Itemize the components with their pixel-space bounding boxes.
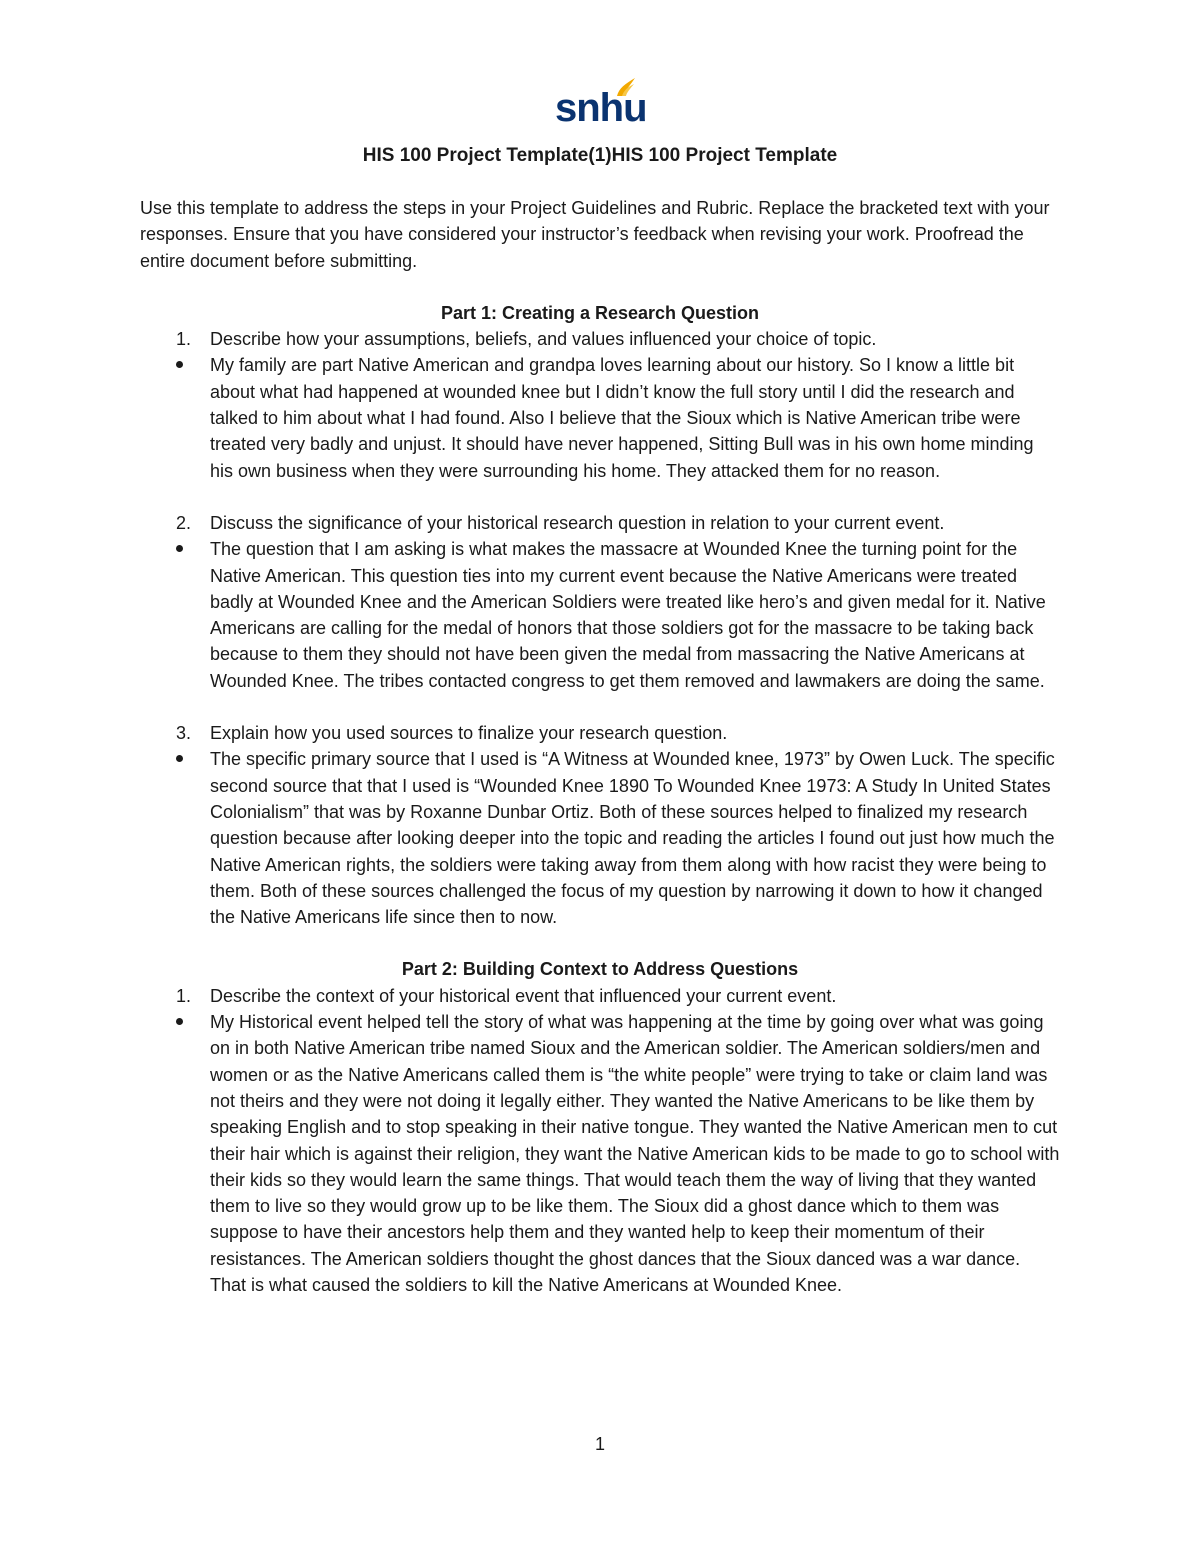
part1-question-1	[140, 326, 1060, 352]
part2-answer-1	[140, 1009, 1060, 1298]
part1-question-3	[140, 720, 1060, 746]
answer-text: My Historical event helped tell the story of what was happening at the time by going over what was going on in both Native American tribe named Sioux and the American soldier. The American soldiers/men and women or as the Native Americans called them is “the white people” were trying to take or claim land was not theirs and they were not doing it legally either. They wanted the Native Americans to be like them by speaking English and to stop speaking in their native tongue. They wanted the Native American men to cut their hair which is against their religion, they want the Native American kids to be made to go to school with their kids so they would learn the same things. That would teach them the way of living that they wanted them to live so they would grow up to be like them. The Sioux did a ghost dance which to them was suppose to have their ancestors help them and they wanted help to keep their momentum of their resistances. The American soldiers thought the ghost dances that the Sioux danced was a war dance. That is what caused the soldiers to kill the Native Americans at Wounded Knee.	[210, 1012, 1060, 1295]
part2-heading: Part 2: Building Context to Address Questions	[401, 959, 799, 980]
answer-text: The question that I am asking is what makes the massacre at Wounded Knee the turning point for the Native American. This question ties into my current event because the Native Americans were treated badly at Wounded Knee and the American Soldiers were treated like hero’s and given medal for it. Native Americans are calling for the medal of honors that those soldiers got for the massacre to be taking back because to them they should not have been given the medal from massacring the Native Americans at Wounded Knee. The tribes contacted congress to get them removed and lawmakers are doing the same.	[210, 539, 1046, 691]
document-title: HIS 100 Project Template(1)HIS 100 Project Template	[362, 145, 838, 166]
list-number: 1.	[176, 329, 192, 350]
document-body	[140, 195, 1060, 1298]
snhu-logo	[555, 74, 647, 130]
bullet-icon	[176, 545, 183, 552]
list-number: 2.	[176, 512, 192, 533]
question-text: Describe the context of your historical event that influenced your current event.	[210, 985, 837, 1006]
part2-question-1	[140, 983, 1060, 1009]
bullet-icon	[176, 755, 183, 762]
intro-paragraph: Use this template to address the steps in your Project Guidelines and Rubric. Replace the bracketed text with your responses. Ensure that you have considered your instructor’s feedback when revising your work. Proofread the entire document before submitting.	[140, 198, 1050, 271]
bullet-icon	[176, 1018, 183, 1025]
page-number: 1	[594, 1434, 605, 1454]
question-text: Discuss the significance of your historical research question in relation to your current event.	[210, 512, 945, 533]
list-number: 3.	[176, 723, 192, 744]
part1-answer-2	[140, 536, 1060, 694]
part1-answer-1	[140, 352, 1060, 483]
part1-answer-3	[140, 746, 1060, 930]
logo-wordmark: snhu	[555, 86, 647, 130]
part1-heading: Part 1: Creating a Research Question	[440, 302, 760, 323]
question-text: Explain how you used sources to finalize your research question.	[210, 723, 728, 744]
bullet-icon	[176, 361, 183, 368]
part1-question-2	[140, 510, 1060, 536]
question-text: Describe how your assumptions, beliefs, and values influenced your choice of topic.	[210, 329, 877, 350]
list-number: 1.	[176, 985, 192, 1006]
answer-text: The specific primary source that I used is “A Witness at Wounded knee, 1973” by Owen Luck. The specific second source that that I used is “Wounded Knee 1890 To Wounded Knee 1973: A Study In United States Colonialism” that was by Roxanne Dunbar Ortiz. Both of these sources helped to finalized my research question because after looking deeper into the topic and reading the articles I found out just how much the Native American rights, the soldiers were taking away from them along with how racist they were being to them. Both of these sources challenged the focus of my question by narrowing it down to how it changed the Native Americans life since then to now.	[210, 749, 1055, 928]
answer-text: My family are part Native American and grandpa loves learning about our history. So I know a little bit about what had happened at wounded knee but I didn’t know the full story until I did the research and talked to him about what I had found. Also I believe that the Sioux which is Native American tribe were treated very badly and unjust. It should have never happened, Sitting Bull was in his own home minding his own business when they were surrounding his home. They attacked them for no reason.	[210, 355, 1034, 481]
